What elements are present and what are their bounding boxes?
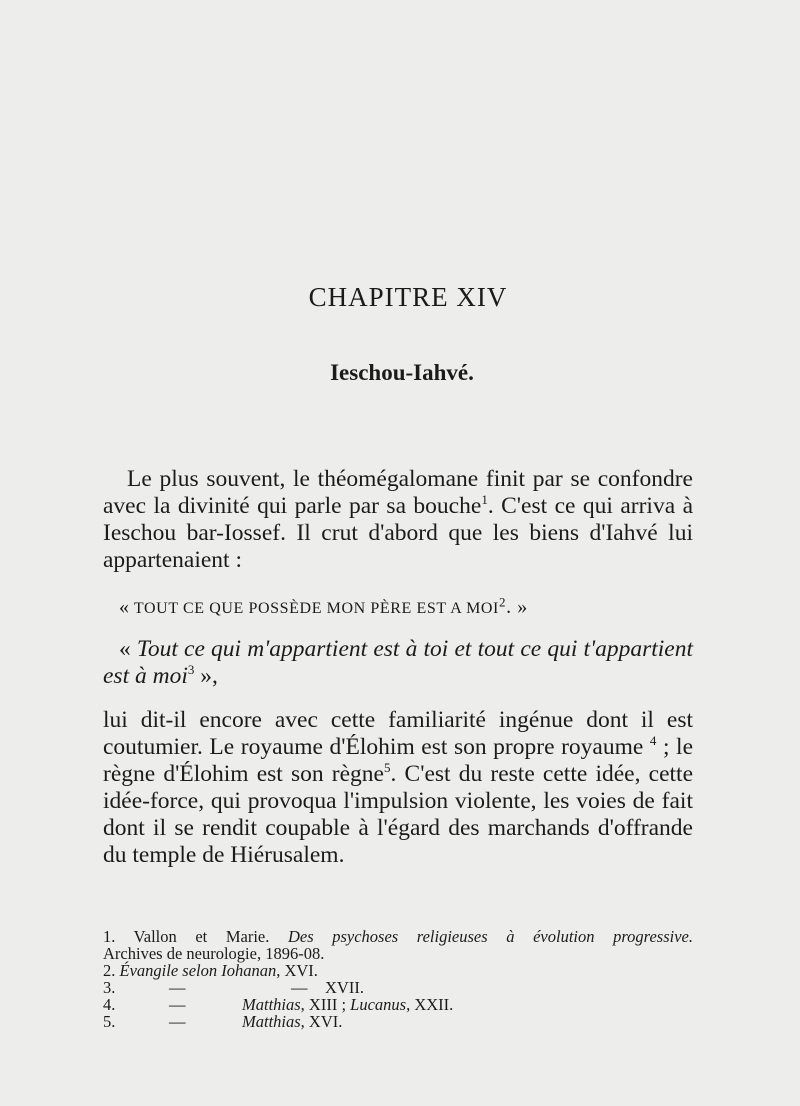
quote-2-open: « xyxy=(119,636,131,662)
quote-2-close: », xyxy=(194,663,218,689)
quote-1-close: . » xyxy=(506,596,528,618)
footnote-4-ref-b: , XXII. xyxy=(406,995,454,1014)
footnote-1-cont: Archives de neurologie, 1896-08. xyxy=(103,944,325,963)
footnote-5-title: Matthias xyxy=(242,1012,301,1031)
quote-1-open: « xyxy=(119,596,130,618)
footnote-1-authors: Vallon et Marie. xyxy=(133,927,270,946)
footnote-3-dash: — xyxy=(169,978,186,997)
footnote-4-dash: — xyxy=(169,995,186,1014)
quote-2-text: Tout ce qui m'appartient est à toi et tout ce qui t'appartient est à moi xyxy=(103,636,694,689)
quote-1-text: TOUT CE QUE POSSÈDE MON PÈRE EST A MOI xyxy=(133,600,499,617)
footnote-1-title: Des psychoses religieuses à évolution progressive. xyxy=(287,927,693,946)
paragraph-2 xyxy=(103,707,693,869)
footnote-3-ref: XVII. xyxy=(325,978,364,997)
footnote-ref-1: 1 xyxy=(481,492,488,508)
footnote-5 xyxy=(103,1013,703,1030)
footnote-5-dash: — xyxy=(169,1012,186,1031)
footnote-5-num: 5. xyxy=(103,1012,116,1031)
footnote-ref-5: 5 xyxy=(384,760,391,776)
quote-1 xyxy=(103,596,693,619)
footnote-5-ref: , XVI. xyxy=(300,1012,343,1031)
paragraph-2-text-c: . C'est du reste cette idée, cette idée-force, qui provoqua l'impulsion violente, les voies de fait dont il se rendit coupable à l'égard des marchands d'offrande du temple de Hiérusalem. xyxy=(103,761,693,868)
footnote-1 xyxy=(103,928,693,945)
footnote-4-ref-a: , XIII ; xyxy=(300,995,351,1014)
footnote-2-title: Évangile selon Iohanan xyxy=(119,961,277,980)
footnote-3-dash2: — xyxy=(291,978,308,997)
quote-2 xyxy=(103,636,693,690)
footnote-3-num: 3. xyxy=(103,978,116,997)
footnote-2 xyxy=(103,962,703,979)
footnotes xyxy=(103,928,703,1030)
chapter-title: CHAPITRE XIV xyxy=(308,282,508,312)
paragraph-2-text-b: ; le règne d'Élohim est son règne xyxy=(103,734,693,787)
paragraph-1-text-end: . C'est ce qui arriva à Ieschou bar-Iossef. Il crut d'abord que les biens d'Iahvé lui appartenaient : xyxy=(103,493,693,573)
footnote-ref-3: 3 xyxy=(187,662,195,678)
section-title: Ieschou-Iahvé. xyxy=(330,360,474,385)
paragraph-1 xyxy=(103,466,693,574)
footnote-4-title-a: Matthias xyxy=(242,995,301,1014)
footnote-4-title-b: Lucanus xyxy=(350,995,407,1014)
paragraph-1-text: Le plus souvent, le théomégalomane finit par se confondre avec la divinité qui parle par sa bouche xyxy=(103,466,693,519)
footnote-ref-4: 4 xyxy=(649,733,657,749)
footnote-2-num: 2. xyxy=(103,961,116,980)
footnote-4 xyxy=(103,996,703,1013)
footnote-2-ref: , XVI. xyxy=(276,961,318,980)
paragraph-2-text-a: lui dit-il encore avec cette familiarité ingénue dont il est coutumier. Le royaume d'Élohim est son propre royaume xyxy=(103,707,693,760)
footnote-4-num: 4. xyxy=(103,995,116,1014)
footnote-3 xyxy=(103,979,703,996)
footnote-ref-2: 2 xyxy=(499,594,507,610)
footnote-1-num: 1. xyxy=(103,927,116,946)
